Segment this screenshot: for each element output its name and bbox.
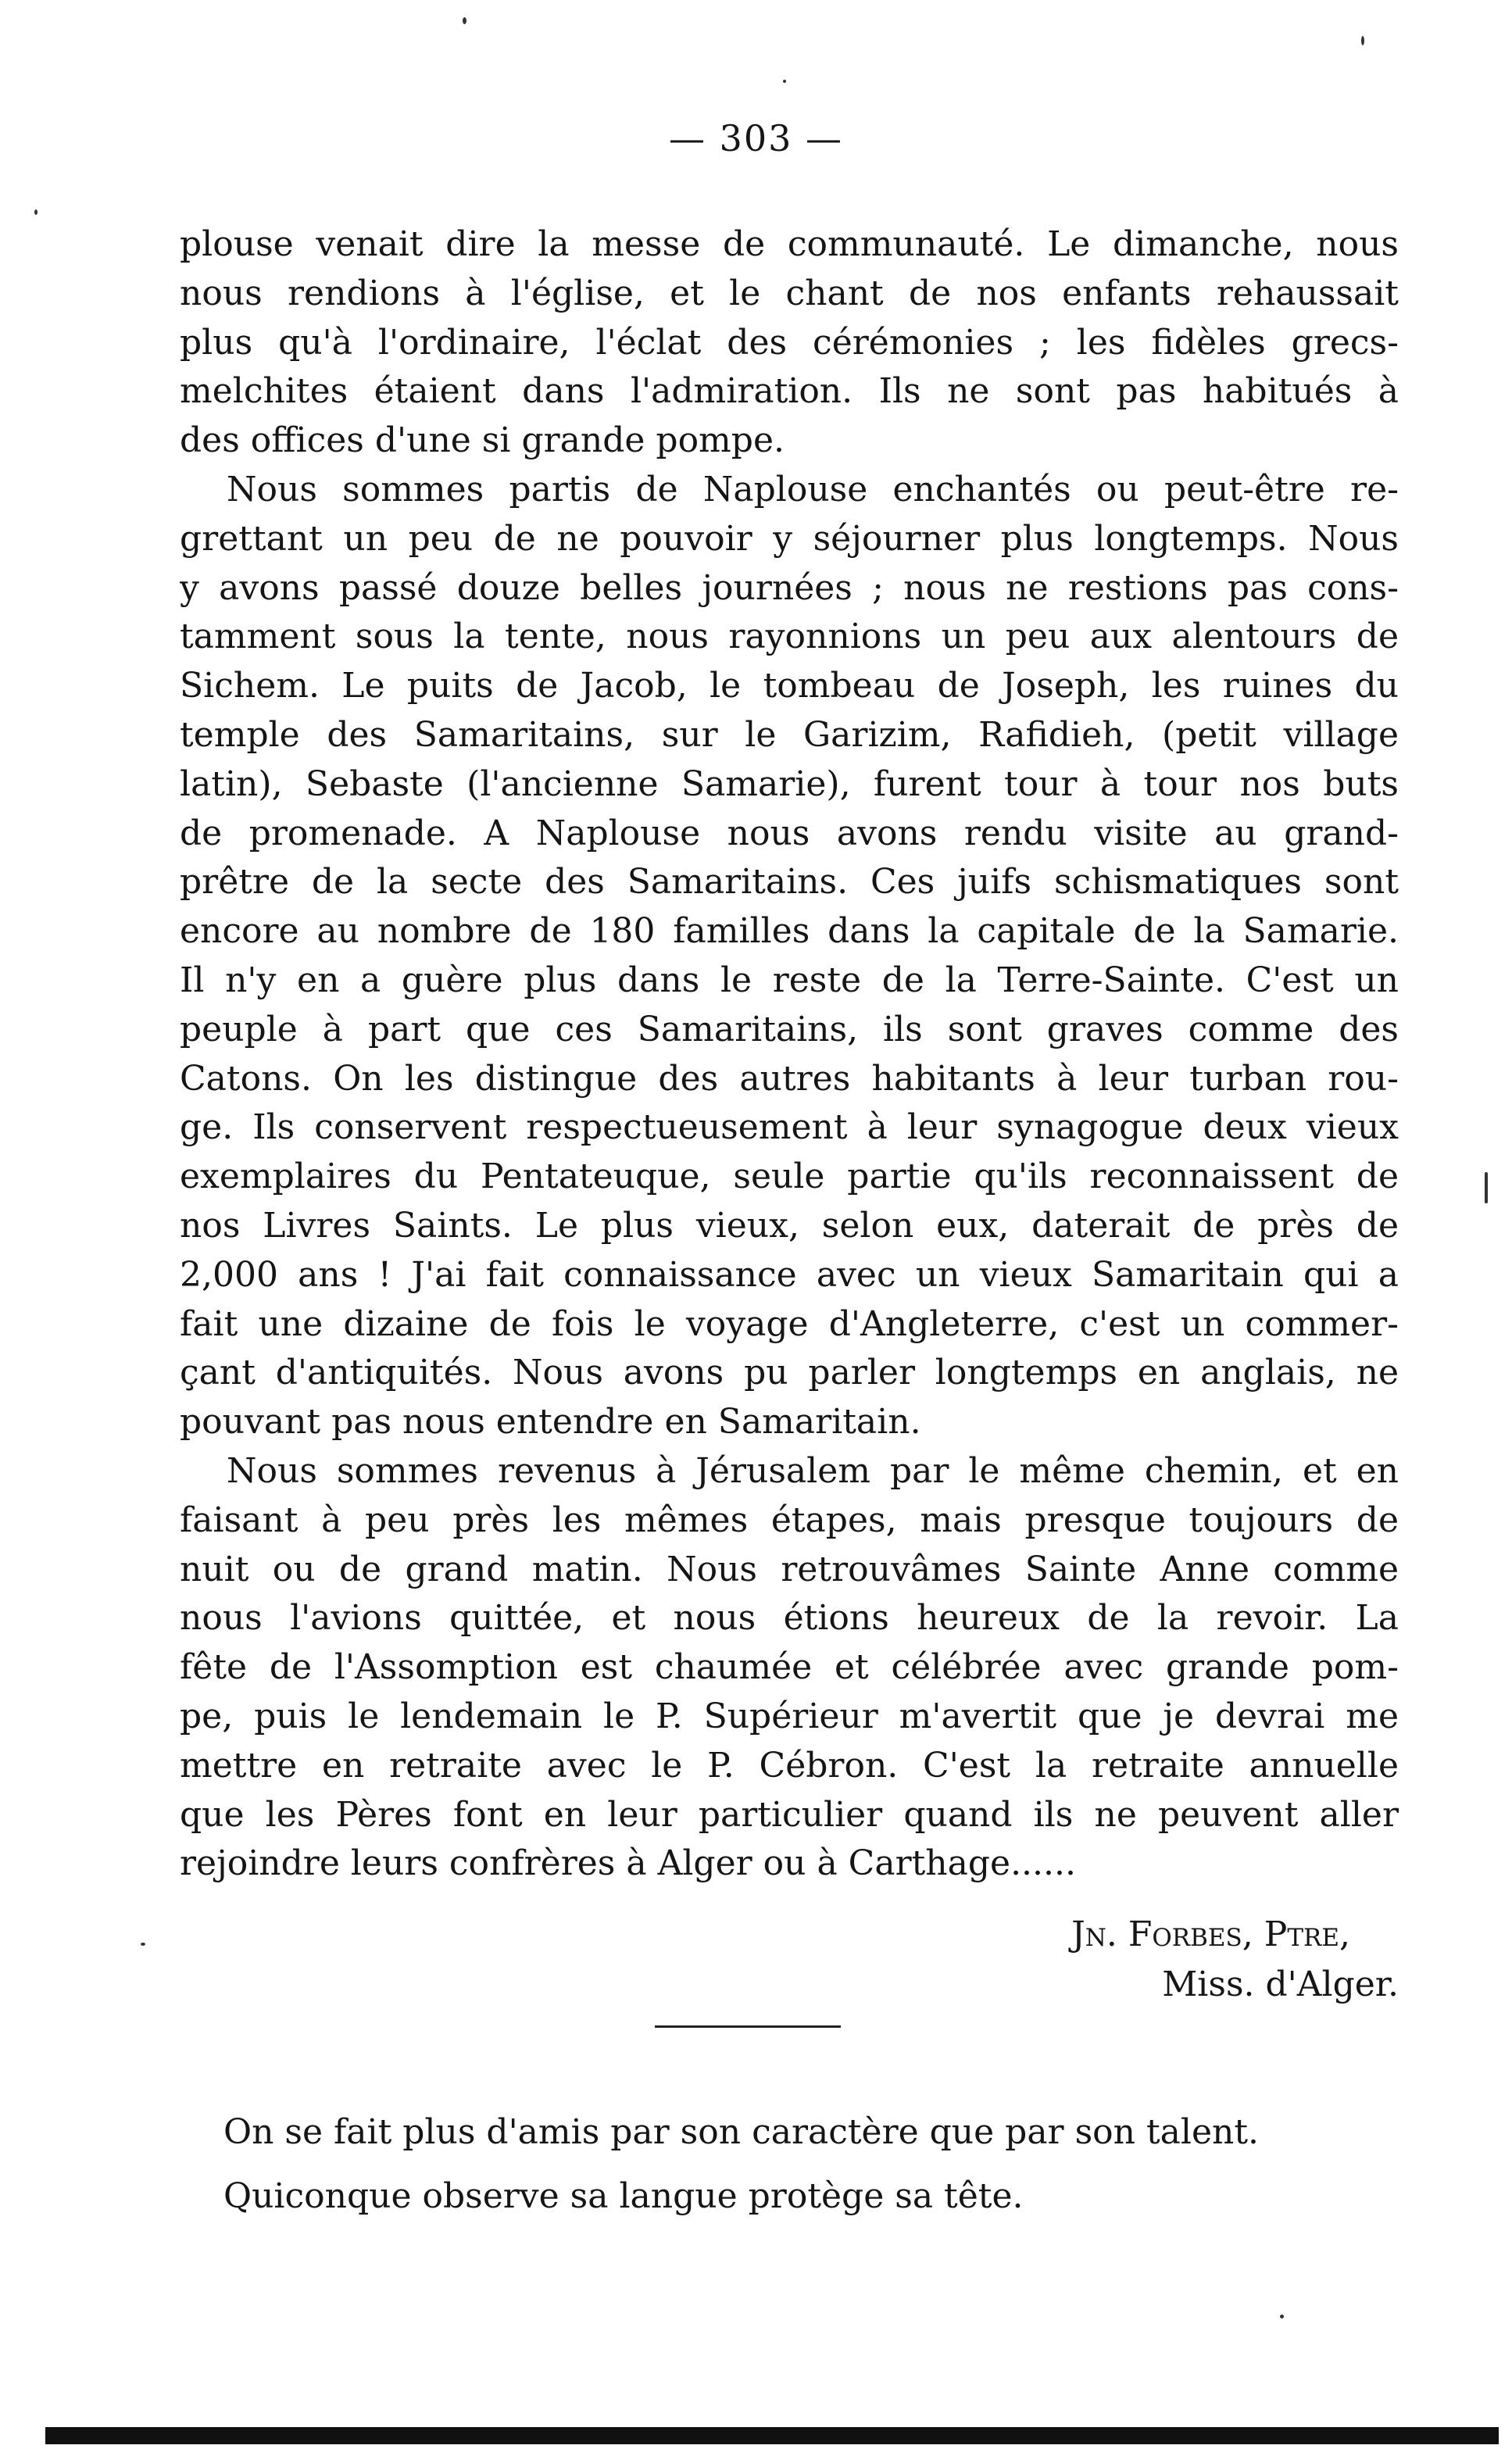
text-line: exemplaires du Pentateuque, seule partie qu'ils reconnaissent de <box>180 1157 1399 1197</box>
text-line: fête de l'Assomption est chaumée et célébrée avec grande pom- <box>180 1647 1399 1688</box>
page-number: — 303 — <box>668 117 844 159</box>
text-line: des offices d'une si grande pompe. <box>180 420 785 461</box>
maxim-line: Quiconque observe sa langue protège sa tête. <box>223 2176 1024 2216</box>
text-line: melchites étaient dans l'admiration. Ils ne sont pas habitués à <box>180 371 1399 412</box>
text-line: çant d'antiquités. Nous avons pu parler longtemps en anglais, ne <box>180 1353 1399 1393</box>
text-line: faisant à peu près les mêmes étapes, mais presque toujours de <box>180 1500 1399 1540</box>
text-line: de promenade. A Naplouse nous avons rendu visite au grand- <box>180 813 1399 853</box>
text-line: rejoindre leurs confrères à Alger ou à Carthage...... <box>180 1843 1076 1884</box>
body-text <box>180 220 1399 1889</box>
author-title: Miss. d'Alger. <box>1162 1964 1399 2004</box>
text-line: mettre en retraite avec le P. Cébron. C'est la retraite annuelle <box>180 1745 1399 1786</box>
text-line: nous l'avions quittée, et nous étions heureux de la revoir. La <box>180 1598 1399 1639</box>
section-divider <box>655 2025 841 2028</box>
text-line: latin), Sebaste (l'ancienne Samarie), furent tour à tour nos buts <box>180 763 1399 804</box>
text-line: y avons passé douze belles journées ; nous ne restions pas cons- <box>180 567 1399 608</box>
maxims <box>223 2100 1396 2229</box>
text-line: nous rendions à l'église, et le chant de nos enfants rehaussait <box>180 273 1399 313</box>
author-name: Jn. Forbes, Ptre, <box>1071 1914 1350 1954</box>
text-line: nuit ou de grand matin. Nous retrouvâmes Sainte Anne comme <box>180 1549 1399 1589</box>
maxim-line: On se fait plus d'amis par son caractère que par son talent. <box>223 2112 1260 2152</box>
text-line: Catons. On les distingue des autres habitants à leur turban rou- <box>180 1058 1399 1099</box>
text-line: prêtre de la secte des Samaritains. Ces juifs schismatiques sont <box>180 862 1399 903</box>
text-line: plus qu'à l'ordinaire, l'éclat des cérémonies ; les fidèles grecs- <box>180 322 1399 363</box>
text-line: pe, puis le lendemain le P. Supérieur m'avertit que je devrai me <box>180 1696 1399 1736</box>
text-line: plouse venait dire la messe de communauté. Le dimanche, nous <box>180 224 1399 264</box>
text-line: Nous sommes partis de Naplouse enchantés ou peut-être re- <box>227 469 1399 509</box>
text-line: pouvant pas nous entendre en Samaritain. <box>180 1402 921 1442</box>
text-line: tamment sous la tente, nous rayonnions un peu aux alentours de <box>180 617 1399 657</box>
text-line: temple des Samaritains, sur le Garizim, Rafidieh, (petit village <box>180 714 1399 755</box>
text-line: Il n'y en a guère plus dans le reste de la Terre-Sainte. C'est un <box>180 960 1399 1000</box>
text-line: Nous sommes revenus à Jérusalem par le même chemin, et en <box>227 1450 1399 1491</box>
text-line: nos Livres Saints. Le plus vieux, selon eux, daterait de près de <box>180 1205 1399 1246</box>
text-line: Sichem. Le puits de Jacob, le tombeau de Joseph, les ruines du <box>180 666 1399 706</box>
text-line: 2,000 ans ! J'ai fait connaissance avec un vieux Samaritain qui a <box>180 1254 1399 1295</box>
text-line: que les Pères font en leur particulier quand ils ne peuvent aller <box>180 1794 1399 1835</box>
text-line: ge. Ils conservent respectueusement à leur synagogue deux vieux <box>180 1107 1399 1148</box>
text-line: peuple à part que ces Samaritains, ils sont graves comme des <box>180 1009 1399 1049</box>
bottom-rule <box>45 2427 1499 2444</box>
text-line: fait une dizaine de fois le voyage d'Angleterre, c'est un commer- <box>180 1303 1399 1344</box>
text-line: grettant un peu de ne pouvoir y séjourner plus longtemps. Nous <box>180 518 1399 559</box>
signature-block <box>180 1910 1399 2010</box>
text-line: encore au nombre de 180 familles dans la capitale de la Samarie. <box>180 911 1399 952</box>
